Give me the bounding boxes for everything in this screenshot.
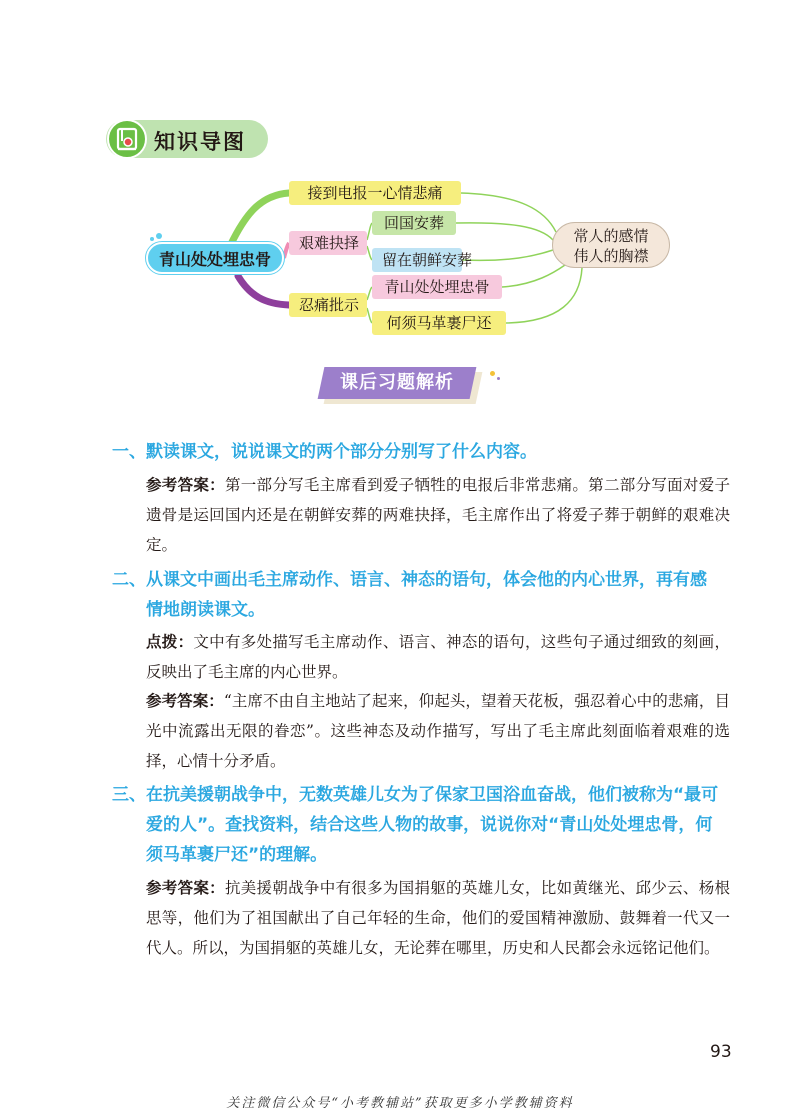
answer-text: “主席不由自主地站了起来，仰起头，望着天花板，强忍着心中的悲痛，目光中流露出无限的眷恋”。这些神态及动作描写，写出了毛主席此刻面临着艰难的选择，心情十分矛盾。	[146, 692, 730, 770]
mindmap-leaf-2-1: 回国安葬	[372, 211, 456, 235]
mindmap-branch-1: 接到电报一心情悲痛	[289, 181, 461, 205]
summary-line-1: 常人的感情	[573, 227, 649, 245]
answer-text: 第一部分写毛主席看到爱子牺牲的电报后非常悲痛。第二部分写面对爱子遗骨是运回国内还是在朝鲜安葬的两难抉择，毛主席作出了将爱子葬于朝鲜的艰难决定。	[146, 476, 730, 554]
mindmap-leaf-3-1: 青山处处埋忠骨	[372, 275, 502, 299]
tip-2	[146, 627, 730, 687]
answer-label: 参考答案：	[146, 692, 224, 710]
question-text: 从课文中画出毛主席动作、语言、神态的语句，体会他的内心世界，再有感情地朗读课文。	[146, 570, 707, 620]
question-number: 三、	[112, 785, 146, 805]
tip-label: 点拨：	[146, 633, 194, 651]
mindmap-branch-3: 忍痛批示	[289, 293, 367, 317]
mindmap-leaf-2-2: 留在朝鲜安葬	[372, 248, 462, 272]
question-2	[112, 565, 722, 625]
page-number: 93	[710, 1042, 732, 1062]
exercise-title: 课后习题解析	[340, 372, 454, 393]
answer-2	[146, 686, 730, 776]
knowledge-map-title: 知识导图	[154, 130, 246, 154]
mindmap-summary-node	[552, 222, 670, 268]
answer-text: 抗美援朝战争中有很多为国捐躯的英雄儿女，比如黄继光、邱少云、杨根思等，他们为了祖国献出了自己年轻的生命，他们的爱国精神激励、鼓舞着一代又一代人。所以，为国捐躯的英雄儿女，无论葬在哪里，历史和人民都会永远铭记他们。	[146, 879, 730, 957]
answer-3	[146, 873, 730, 963]
decor-dot	[497, 377, 500, 380]
mindmap-root-node: 青山处处埋忠骨	[146, 242, 284, 274]
question-3	[112, 780, 722, 870]
footer-note: 关注微信公众号“小考教辅站”获取更多小学教辅资料	[226, 1096, 574, 1111]
question-number: 二、	[112, 570, 146, 590]
decor-dot	[490, 371, 495, 376]
tip-text: 文中有多处描写毛主席动作、语言、神态的语句，这些句子通过细致的刻画，反映出了毛主席的内心世界。	[146, 633, 730, 681]
answer-label: 参考答案：	[146, 476, 225, 494]
question-number: 一、	[112, 442, 146, 462]
answer-label: 参考答案：	[146, 879, 225, 897]
answer-1	[146, 470, 730, 560]
mindmap-leaf-3-2: 何须马革裹尸还	[372, 311, 506, 335]
mindmap-branch-2: 艰难抉择	[289, 231, 367, 255]
question-text: 默读课文，说说课文的两个部分分别写了什么内容。	[146, 442, 537, 462]
question-1	[112, 437, 732, 467]
question-text: 在抗美援朝战争中，无数英雄儿女为了保家卫国浴血奋战，他们被称为“最可爱的人”。查找资料，结合这些人物的故事，说说你对“青山处处埋忠骨，何须马革裹尸还”的理解。	[146, 785, 719, 865]
summary-line-2: 伟人的胸襟	[573, 247, 649, 265]
